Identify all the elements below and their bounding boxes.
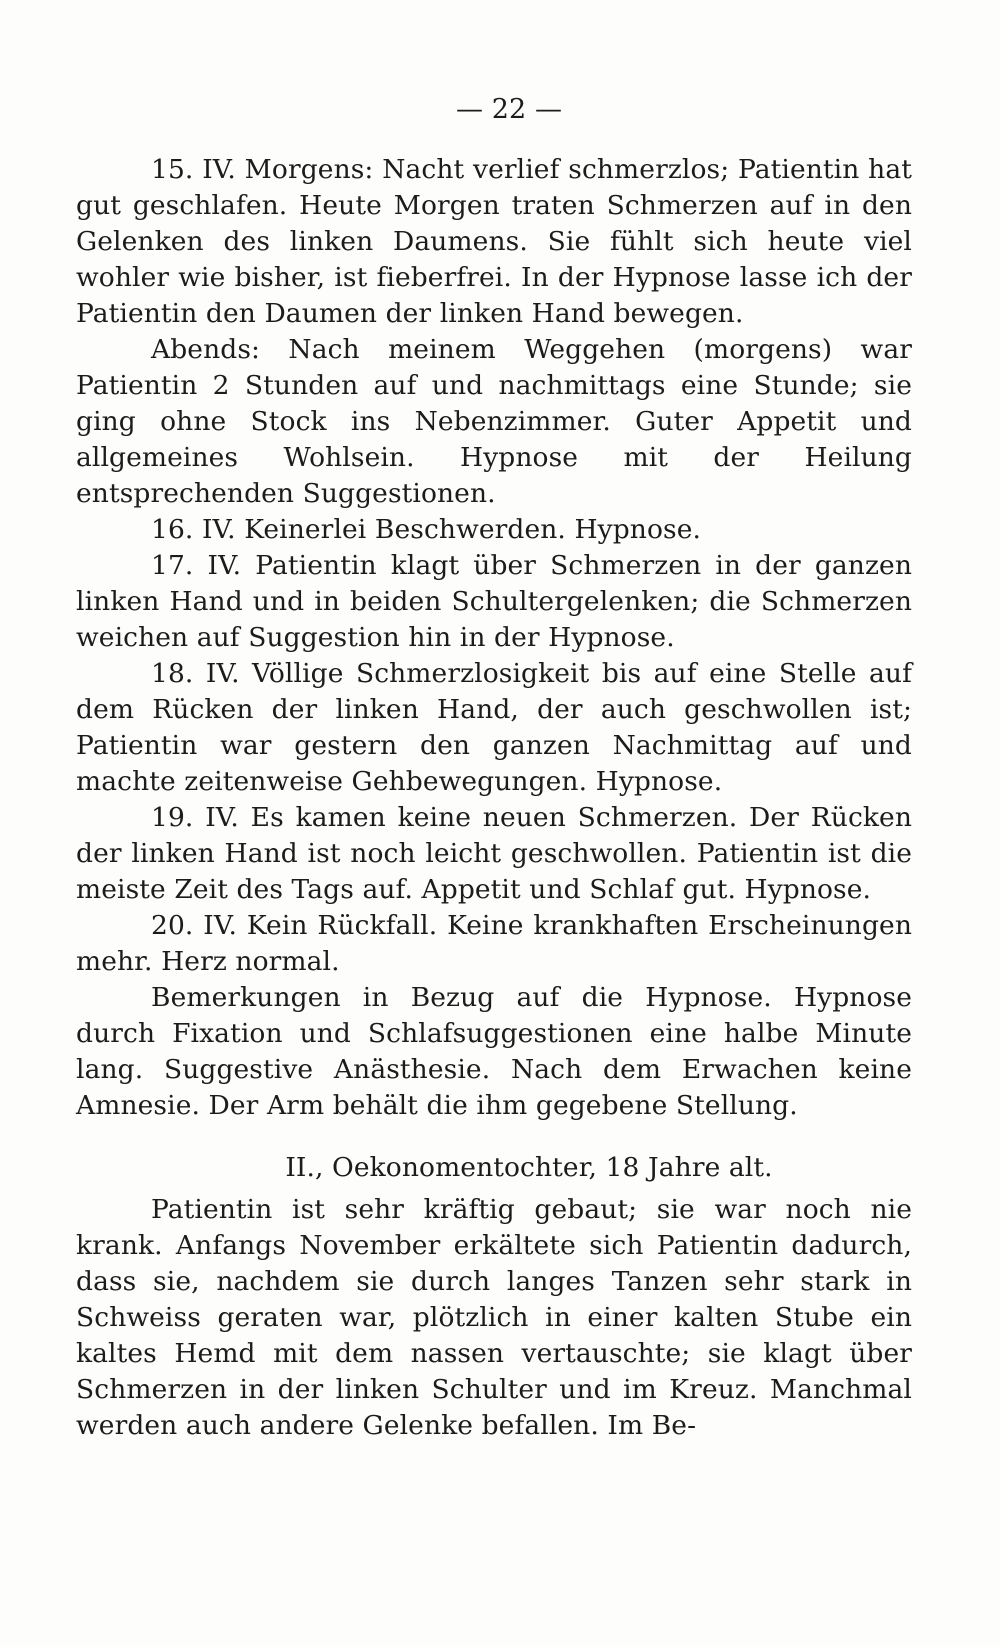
paragraph-16-iv: 16. IV. Keinerlei Beschwerden. Hypnose. <box>151 514 702 545</box>
paragraph-20-iv: 20. IV. Kein Rückfall. Keine krankhaften Erscheinungen mehr. Herz normal. <box>76 910 912 977</box>
page-number: — 22 — <box>455 94 563 125</box>
paragraph-18-iv: 18. IV. Völlige Schmerzlosigkeit bis auf eine Stelle auf dem Rücken der linken Hand, der auch geschwollen ist; Patientin war gestern den ganzen Nachmittag auf und machte zeitenweise Gehbewegungen. Hypnose. <box>76 658 912 797</box>
case-heading: II., Oekonomentochter, 18 Jahre alt. <box>285 1152 773 1183</box>
paragraph-case-description: Patientin ist sehr kräftig gebaut; sie war noch nie krank. Anfangs November erkältete sich Patientin dadurch, dass sie, nachdem sie durch langes Tanzen sehr stark in Schweiss geraten war, plötzlich in einer kalten Stube ein kaltes Hemd mit dem nassen vertauschte; sie klagt über Schmerzen in der linken Schulter und im Kreuz. Manchmal werden auch andere Gelenke befallen. Im Be- <box>76 1194 912 1441</box>
paragraph-abends: Abends: Nach meinem Weggehen (morgens) war Patientin 2 Stunden auf und nachmittags eine Stunde; sie ging ohne Stock ins Nebenzimmer. Guter Appetit und allgemeines Wohlsein. Hypnose mit der Heilung entsprechenden Suggestionen. <box>76 334 912 509</box>
paragraph-19-iv: 19. IV. Es kamen keine neuen Schmerzen. Der Rücken der linken Hand ist noch leicht geschwollen. Patientin ist die meiste Zeit des Tags auf. Appetit und Schlaf gut. Hypnose. <box>76 802 912 905</box>
paragraph-15-iv: 15. IV. Morgens: Nacht verlief schmerzlos; Patientin hat gut geschlafen. Heute Morgen traten Schmerzen auf in den Gelenken des linken Daumens. Sie fühlt sich heute viel wohler wie bisher, ist fieberfrei. In der Hypnose lasse ich der Patientin den Daumen der linken Hand bewegen. <box>76 154 912 329</box>
page-text <box>76 152 912 1444</box>
paragraph-17-iv: 17. IV. Patientin klagt über Schmerzen in der ganzen linken Hand und in beiden Schultergelenken; die Schmerzen weichen auf Suggestion hin in der Hypnose. <box>76 550 912 653</box>
paragraph-bemerkungen: Bemerkungen in Bezug auf die Hypnose. Hypnose durch Fixation und Schlafsuggestionen eine halbe Minute lang. Suggestive Anästhesie. Nach dem Erwachen keine Amnesie. Der Arm behält die ihm gegebene Stellung. <box>76 982 912 1121</box>
